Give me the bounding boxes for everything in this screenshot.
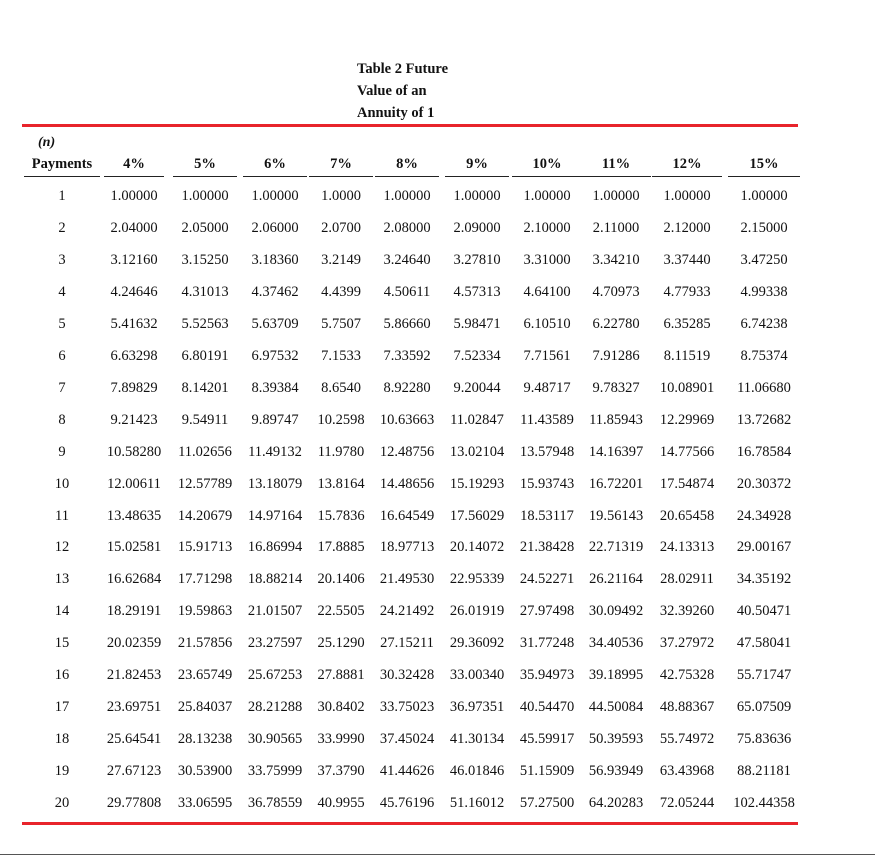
table-cell: 1.00000 [663,188,711,204]
table-cell: 63.43968 [659,763,715,780]
table-cell: 4.50611 [383,283,431,300]
table-cell: 24.52271 [519,571,575,588]
table-cell: 9.78327 [592,379,640,396]
table-cell: 9.20044 [453,379,501,396]
table-cell: 6.80191 [181,347,229,364]
title-line: Annuity of 1 [357,105,435,121]
table-cell: 24.34928 [736,507,792,524]
table-cell: 1.00000 [592,188,640,204]
table-cell: 33.75023 [379,699,435,716]
payment-count-cell: 20 [54,795,70,812]
table-cell: 33.75999 [247,763,303,780]
table-cell: 2.04000 [110,219,158,236]
table-cell: 12.00611 [107,475,161,492]
table-cell: 5.7507 [321,315,361,332]
table-cell: 21.82453 [106,667,162,684]
table-cell: 5.98471 [453,315,501,332]
table-cell: 30.09492 [588,603,644,620]
table-cell: 22.5505 [317,603,365,620]
table-cell: 25.64541 [106,731,162,748]
payment-count-cell: 6 [58,347,66,364]
table-cell: 18.29191 [106,603,162,620]
table-cell: 13.57948 [519,443,575,460]
table-cell: 8.92280 [383,379,431,396]
table-cell: 15.7836 [317,507,365,524]
table-cell: 1.00000 [453,188,501,204]
table-cell: 13.72682 [736,411,792,428]
table-cell: 17.71298 [177,571,233,588]
table-cell: 3.15250 [181,251,229,268]
top-red-rule [22,124,798,127]
table-cell: 37.3790 [317,763,365,780]
table-cell: 25.67253 [247,667,303,684]
table-cell: 3.12160 [110,251,158,268]
payment-count-cell: 1 [58,188,66,204]
table-cell: 5.86660 [383,315,431,332]
table-cell: 3.2149 [321,251,361,268]
table-cell: 12.48756 [379,443,435,460]
table-cell: 51.16012 [449,795,505,812]
table-cell: 40.50471 [736,603,792,620]
table-cell: 17.54874 [659,475,715,492]
table-cell: 37.27972 [659,635,715,652]
table-cell: 29.00167 [736,539,792,556]
table-cell: 3.34210 [592,251,640,268]
table-cell: 15.19293 [449,475,505,492]
table-cell: 14.16397 [588,443,644,460]
table-cell: 45.76196 [379,795,435,812]
payment-count-cell: 18 [54,731,70,748]
table-cell: 3.47250 [740,251,788,268]
table-cell: 2.15000 [740,219,788,236]
table-cell: 46.01846 [449,763,505,780]
table-cell: 1.00000 [740,188,788,204]
rate-header: 10% [512,156,582,177]
table-cell: 7.1533 [321,347,361,364]
payment-count-cell: 4 [58,283,66,300]
payment-count-cell: 10 [54,475,70,492]
payment-count-cell: 16 [54,667,70,684]
table-cell: 30.53900 [177,763,233,780]
table-cell: 5.52563 [181,315,229,332]
table-cell: 23.65749 [177,667,233,684]
table-cell: 10.08901 [659,379,715,396]
payments-header: Payments [24,156,100,177]
table-cell: 21.38428 [519,539,575,556]
table-cell: 18.53117 [520,507,574,524]
table-cell: 3.18360 [251,251,299,268]
table-cell: 39.18995 [588,667,644,684]
table-cell: 25.1290 [317,635,365,652]
table-cell: 31.77248 [519,635,575,652]
table-cell: 13.48635 [106,507,162,524]
table-cell: 6.35285 [663,315,711,332]
table-cell: 10.63663 [379,411,435,428]
payment-count-cell: 15 [54,635,70,652]
table-cell: 19.56143 [588,507,644,524]
table-cell: 20.14072 [449,539,505,556]
table-cell: 64.20283 [588,795,644,812]
table-cell: 2.0700 [321,219,361,236]
table-cell: 14.20679 [177,507,233,524]
table-cell: 15.91713 [177,539,233,556]
table-cell: 2.05000 [181,219,229,236]
title-line: Table 2 Future [357,61,449,77]
rate-header: 8% [375,156,439,177]
table-cell: 7.33592 [383,347,431,364]
table-cell: 2.08000 [383,219,431,236]
table-cell: 6.22780 [592,315,640,332]
table-cell: 13.8164 [317,475,365,492]
table-cell: 12.57789 [177,475,233,492]
table-cell: 2.09000 [453,219,501,236]
table-cell: 2.11000 [592,219,640,236]
table-cell: 56.93949 [588,763,644,780]
table-cell: 30.32428 [379,667,435,684]
table-cell: 48.88367 [659,699,715,716]
table-cell: 21.57856 [177,635,233,652]
title-line: Value of an [357,83,427,99]
rate-header: 4% [104,156,164,177]
table-cell: 13.18079 [247,475,303,492]
rate-header: 12% [652,156,722,177]
table-cell: 1.0000 [321,188,361,204]
table-cell: 10.2598 [317,411,365,428]
table-cell: 32.39260 [659,603,715,620]
table-cell: 37.45024 [379,731,435,748]
table-cell: 15.93743 [519,475,575,492]
table-cell: 42.75328 [659,667,715,684]
table-cell: 1.00000 [523,188,571,204]
table-cell: 7.89829 [110,379,158,396]
table-cell: 3.27810 [453,251,501,268]
n-label: (n) [38,135,56,150]
table-cell: 3.24640 [383,251,431,268]
table-cell: 16.64549 [379,507,435,524]
table-cell: 5.41632 [110,315,158,332]
table-cell: 26.21164 [589,571,643,588]
rate-header: 9% [445,156,509,177]
payment-count-cell: 7 [58,379,66,396]
table-cell: 28.21288 [247,699,303,716]
payment-count-cell: 9 [58,443,66,460]
table-cell: 8.6540 [321,379,361,396]
table-cell: 41.44626 [379,763,435,780]
table-cell: 18.88214 [247,571,303,588]
table-cell: 1.00000 [181,188,229,204]
table-title [357,58,497,124]
table-cell: 7.52334 [453,347,501,364]
table-cell: 41.30134 [449,731,505,748]
table-cell: 75.83636 [736,731,792,748]
payment-count-cell: 11 [55,507,69,524]
table-cell: 27.8881 [317,667,365,684]
table-cell: 4.57313 [453,283,501,300]
table-cell: 40.9955 [317,795,365,812]
table-cell: 30.8402 [317,699,365,716]
table-cell: 6.74238 [740,315,788,332]
table-cell: 30.90565 [247,731,303,748]
table-cell: 55.71747 [736,667,792,684]
table-cell: 11.06680 [737,379,791,396]
table-cell: 12.29969 [659,411,715,428]
table-cell: 36.78559 [247,795,303,812]
table-cell: 6.10510 [523,315,571,332]
table-cell: 4.4399 [321,283,361,300]
table-cell: 29.77808 [106,795,162,812]
payment-count-cell: 17 [54,699,70,716]
payment-count-cell: 13 [54,571,70,588]
table-cell: 36.97351 [449,699,505,716]
table-cell: 4.99338 [740,283,788,300]
table-cell: 17.56029 [449,507,505,524]
table-cell: 4.31013 [181,283,229,300]
table-cell: 15.02581 [106,539,162,556]
table-cell: 20.02359 [106,635,162,652]
table-cell: 11.9780 [317,443,365,460]
rate-header: 15% [728,156,800,177]
table-cell: 18.97713 [379,539,435,556]
table-cell: 11.02656 [178,443,232,460]
table-cell: 11.85943 [589,411,643,428]
table-cell: 8.39384 [251,379,299,396]
table-cell: 16.78584 [736,443,792,460]
table-cell: 40.54470 [519,699,575,716]
table-cell: 2.06000 [251,219,299,236]
table-cell: 26.01919 [449,603,505,620]
table-cell: 72.05244 [659,795,715,812]
table-cell: 19.59863 [177,603,233,620]
payment-count-cell: 8 [58,411,66,428]
table-cell: 9.54911 [181,411,229,428]
table-cell: 55.74972 [659,731,715,748]
table-cell: 2.12000 [663,219,711,236]
table-cell: 24.13313 [659,539,715,556]
payment-count-cell: 5 [58,315,66,332]
table-cell: 28.13238 [177,731,233,748]
table-cell: 4.77933 [663,283,711,300]
table-cell: 35.94973 [519,667,575,684]
table-cell: 65.07509 [736,699,792,716]
payment-count-cell: 14 [54,603,70,620]
table-cell: 7.91286 [592,347,640,364]
table-cell: 33.9990 [317,731,365,748]
table-cell: 1.00000 [251,188,299,204]
table-cell: 16.86994 [247,539,303,556]
table-cell: 34.35192 [736,571,792,588]
payment-count-cell: 2 [58,219,66,236]
table-cell: 9.89747 [251,411,299,428]
table-cell: 14.97164 [247,507,303,524]
table-cell: 14.48656 [379,475,435,492]
rate-header: 11% [581,156,651,177]
table-cell: 8.75374 [740,347,788,364]
payment-count-cell: 12 [54,539,70,556]
table-cell: 6.63298 [110,347,158,364]
table-cell: 11.49132 [248,443,302,460]
table-cell: 21.01507 [247,603,303,620]
table-cell: 27.15211 [380,635,434,652]
table-cell: 7.71561 [523,347,571,364]
table-cell: 3.31000 [523,251,571,268]
table-cell: 44.50084 [588,699,644,716]
table-cell: 51.15909 [519,763,575,780]
table-cell: 57.27500 [519,795,575,812]
table-cell: 17.8885 [317,539,365,556]
table-cell: 4.70973 [592,283,640,300]
table-cell: 33.06595 [177,795,233,812]
table-cell: 9.21423 [110,411,158,428]
table-cell: 16.62684 [106,571,162,588]
table-cell: 10.58280 [106,443,162,460]
table-cell: 27.67123 [106,763,162,780]
table-cell: 33.00340 [449,667,505,684]
rate-header: 6% [243,156,307,177]
table-cell: 22.95339 [449,571,505,588]
table-cell: 47.58041 [736,635,792,652]
table-cell: 29.36092 [449,635,505,652]
table-cell: 45.59917 [519,731,575,748]
table-cell: 20.1406 [317,571,365,588]
table-cell: 8.11519 [663,347,711,364]
table-cell: 5.63709 [251,315,299,332]
table-cell: 34.40536 [588,635,644,652]
table-cell: 20.65458 [659,507,715,524]
rate-header: 7% [309,156,373,177]
bottom-red-rule [22,822,798,825]
table-cell: 28.02911 [660,571,714,588]
table-cell: 20.30372 [736,475,792,492]
payment-count-cell: 19 [54,763,70,780]
page-bottom-line [0,854,875,855]
table-cell: 4.64100 [523,283,571,300]
table-cell: 6.97532 [251,347,299,364]
table-cell: 1.00000 [383,188,431,204]
table-cell: 50.39593 [588,731,644,748]
table-cell: 16.72201 [588,475,644,492]
table-cell: 2.10000 [523,219,571,236]
table-cell: 4.37462 [251,283,299,300]
table-cell: 23.69751 [106,699,162,716]
table-cell: 27.97498 [519,603,575,620]
table-cell: 11.43589 [520,411,574,428]
table-cell: 3.37440 [663,251,711,268]
rate-header: 5% [173,156,237,177]
table-cell: 23.27597 [247,635,303,652]
table-cell: 102.44358 [733,795,795,812]
table-cell: 88.21181 [737,763,791,780]
table-cell: 22.71319 [588,539,644,556]
table-cell: 11.02847 [450,411,504,428]
table-cell: 14.77566 [659,443,715,460]
table-cell: 24.21492 [379,603,435,620]
table-cell: 13.02104 [449,443,505,460]
table-cell: 8.14201 [181,379,229,396]
table-cell: 21.49530 [379,571,435,588]
table-cell: 4.24646 [110,283,158,300]
payment-count-cell: 3 [58,251,66,268]
table-cell: 1.00000 [110,188,158,204]
table-cell: 9.48717 [523,379,571,396]
table-cell: 25.84037 [177,699,233,716]
